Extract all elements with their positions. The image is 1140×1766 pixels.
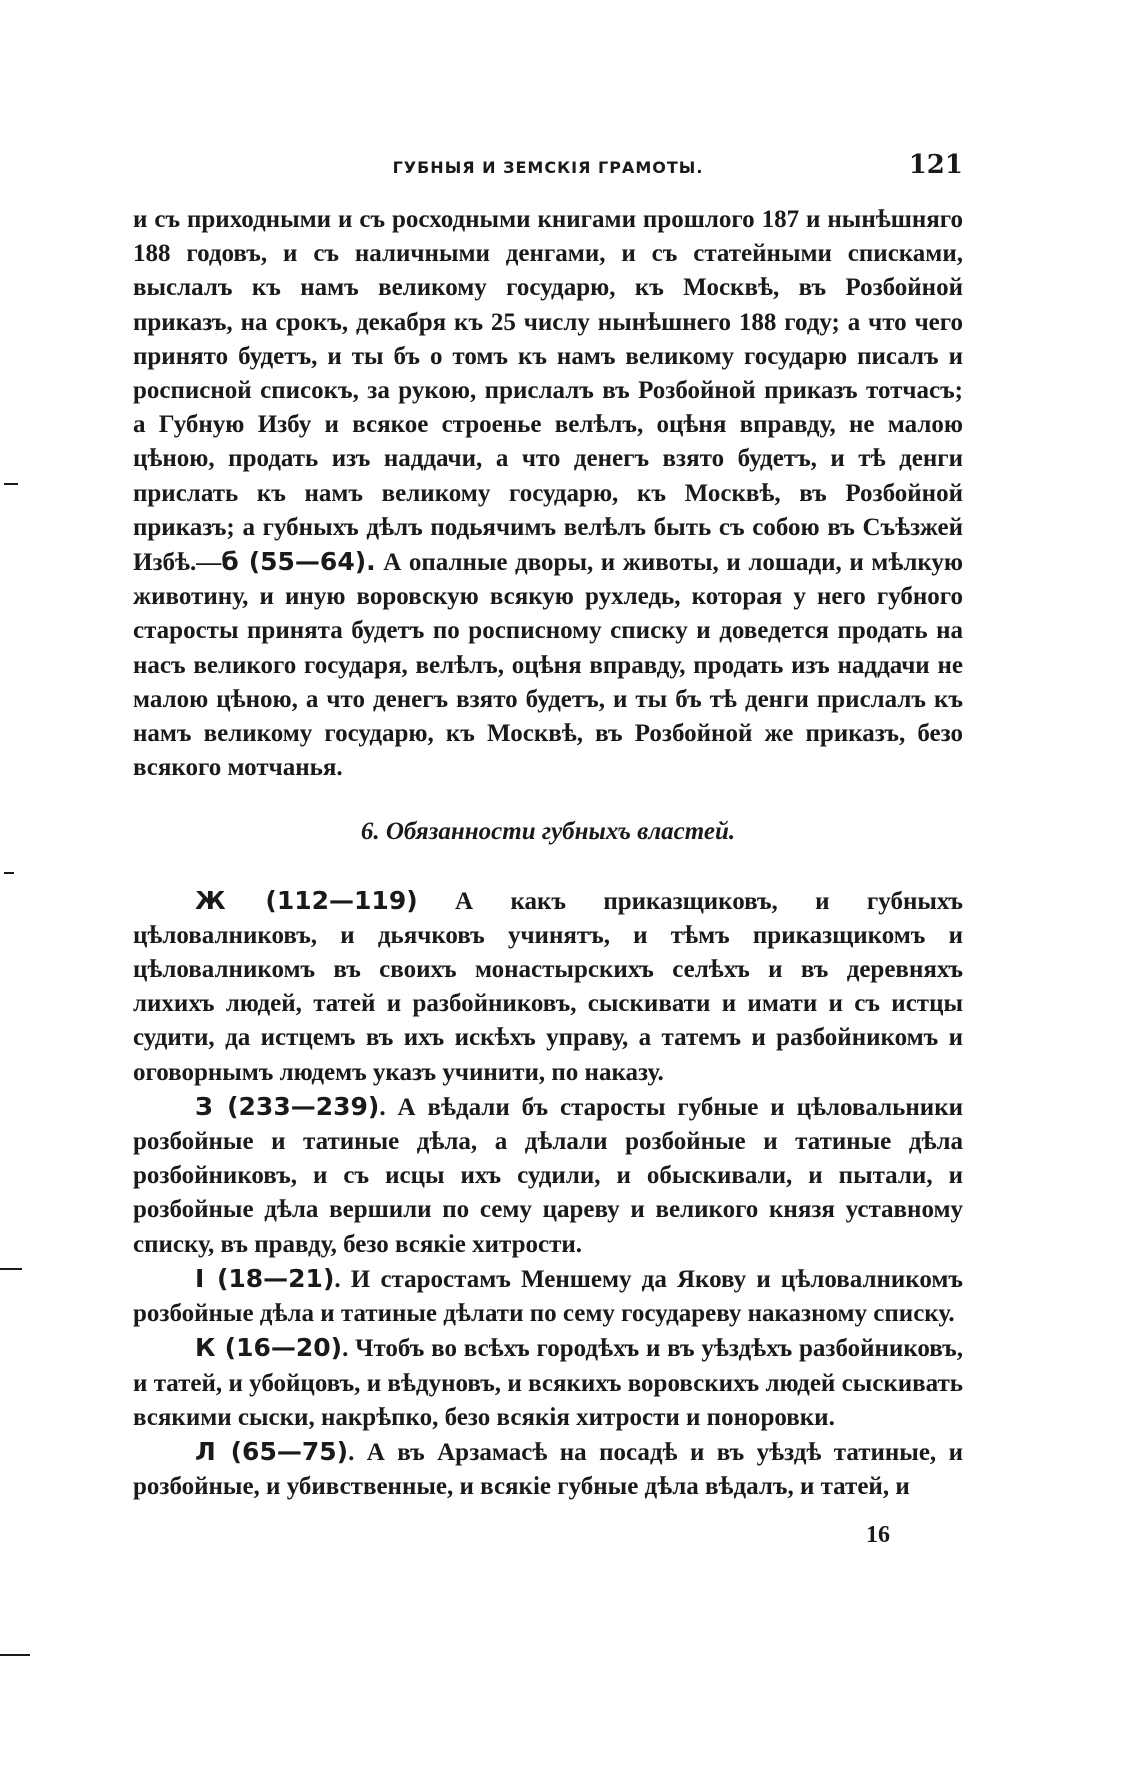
source-reference: І (18—21) (195, 1263, 335, 1293)
margin-tick (4, 872, 14, 874)
source-reference: б (55—64). (221, 547, 376, 577)
source-reference: З (233—239) (195, 1091, 380, 1121)
source-reference: Л (65—75) (195, 1436, 349, 1466)
body-text (133, 203, 963, 1504)
margin-tick (0, 1268, 22, 1270)
paragraph-continuation (133, 203, 963, 785)
entry-paragraph (133, 1262, 963, 1331)
paragraph-text: и съ приходными и съ росходными книгами прошлого 187 и нынѣшняго 188 годовъ, и съ наличными денгами, и съ статейными списками, выслалъ къ намъ великому государю, къ Москвѣ, въ Розбойной приказъ, на срокъ, декабря къ 25 числу нынѣшнего 188 году; а что чего принято будетъ, и ты бъ о томъ къ намъ великому государю писалъ и росписной списокъ, за рукою, прислалъ въ Розбойной приказъ тотчасъ; а Губную Избу и всякое строенье велѣлъ, оцѣня вправду, не малою цѣною, продать изъ наддачи, а что денегъ взято будетъ, и тѣ денги прислать къ намъ великому государю, къ Москвѣ, въ Розбойной приказъ; а губныхъ дѣлъ подьячимъ велѣлъ быть съ собою въ Съѣзжей Избѣ.— (133, 206, 963, 577)
running-title: ГУБНЫЯ И ЗЕМСКІЯ ГРАМОТЫ. (392, 158, 704, 177)
entry-paragraph (133, 1435, 963, 1504)
entry-text: . Чтобъ во всѣхъ городѣхъ и въ уѣздѣхъ разбойниковъ, и татей, и убойцовъ, и вѣдуновъ, и всякихъ воровскихъ людей сыскивать всякими сыски, накрѣпко, безо всякія хитрости и поноровки. (133, 1335, 963, 1431)
entry-text: . И старостамъ Меншему да Якову и цѣловалникомъ розбойные дѣла и татиные дѣлати по сему государеву наказному списку. (133, 1265, 963, 1328)
entry-paragraph (133, 884, 963, 1090)
page-number: 121 (908, 150, 963, 180)
section-heading: 6. Обязанности губныхъ властей. (360, 818, 736, 846)
signature-mark: 16 (866, 1522, 890, 1548)
entry-paragraph (133, 1090, 963, 1262)
entry-text: . А въ Арзамасѣ на посадѣ и въ уѣздѣ татиные, и розбойные, и убивственные, и всякіе губные дѣла вѣдалъ, и татей, и (133, 1438, 963, 1501)
paragraph-text: А опалные дворы, и животы, и лошади, и мѣлкую животину, и иную воровскую всякую рухледь, которая у него губного старосты принята будетъ по росписному списку и доведется продать на насъ великого государя, велѣлъ, оцѣня вправду, продать изъ наддачи не малою цѣною, а что денегъ взято будетъ, и ты бъ тѣ денги прислалъ къ намъ великому государю, къ Москвѣ, въ Розбойной же приказъ, безо всякого мотчанья. (133, 549, 964, 782)
entry-text: А какъ приказщиковъ, и губныхъ цѣловалниковъ, и дьячковъ учинятъ, и тѣмъ приказщикомъ и цѣловалникомъ въ своихъ монастырскихъ селѣхъ и въ деревняхъ лихихъ людей, татей и разбойниковъ, сыскивати и имати и съ истцы судити, да истцемъ въ ихъ искѣхъ управу, а татемъ и разбойникомъ и оговорнымъ людемъ указъ учинити, по наказу. (133, 887, 964, 1086)
source-reference: К (16—20) (195, 1333, 343, 1363)
margin-tick (0, 1654, 30, 1656)
entry-paragraph (133, 1331, 963, 1435)
entry-text: . А вѣдали бъ старосты губные и цѣловальники розбойные и татиные дѣла, а дѣлали розбойные и татиные дѣла розбойниковъ, и съ исцы ихъ судили, и обыскивали, и пытали, и розбойные дѣла вершили по сему цареву и великого князя уставному списку, въ правду, безо всякіе хитрости. (133, 1093, 963, 1258)
margin-tick (4, 483, 18, 485)
page-header (133, 150, 963, 190)
source-reference: Ж (112—119) (195, 885, 418, 915)
